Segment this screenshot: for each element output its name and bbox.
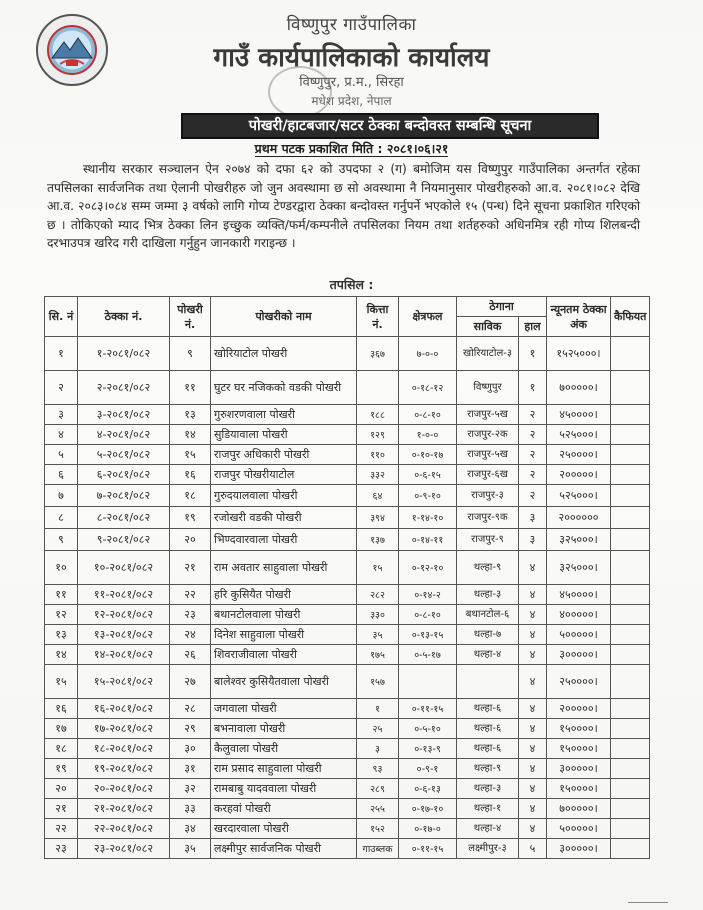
col-header-ward: हाल — [519, 317, 547, 337]
row-pond-no: २३ — [170, 605, 211, 625]
row-remarks — [611, 645, 650, 665]
row-ward: ३ — [519, 507, 547, 529]
row-pond-name: कैलुवाला पोखरी — [211, 739, 357, 759]
row-pond-no: २४ — [170, 625, 211, 645]
row-sn: २३ — [45, 839, 78, 859]
table-body — [45, 337, 650, 859]
row-pond-no: ३३ — [170, 799, 211, 819]
row-minimum-amount: ३०००००। — [547, 839, 611, 859]
row-remarks — [611, 465, 650, 485]
row-pond-no: १९ — [170, 507, 211, 529]
row-kitta-no: १७५ — [357, 645, 399, 665]
row-minimum-amount: २०००००० — [547, 507, 611, 529]
row-minimum-amount: ३०००००। — [547, 645, 611, 665]
row-remarks — [611, 799, 650, 819]
row-ward: ४ — [519, 799, 547, 819]
row-sn: १८ — [45, 739, 78, 759]
row-remarks — [611, 529, 650, 551]
row-minimum-amount: ५०००००। — [547, 819, 611, 839]
row-minimum-amount: ७०००००। — [547, 371, 611, 405]
row-contract-no: २१-२०८१/०८२ — [78, 799, 170, 819]
row-contract-no: ७-२०८१/०८२ — [78, 485, 170, 507]
row-area: ०-१०-१७ — [399, 445, 457, 465]
row-ward: ४ — [519, 605, 547, 625]
row-ward: २ — [519, 445, 547, 465]
row-remarks — [611, 839, 650, 859]
row-pond-no: २९ — [170, 719, 211, 739]
table-row — [45, 839, 650, 859]
row-pond-name: खोरियाटोल पोखरी — [211, 337, 357, 371]
row-area: ०-५-१७ — [399, 645, 457, 665]
table-row — [45, 529, 650, 551]
row-area: १-०-० — [399, 425, 457, 445]
table-caption: तपसिल : — [329, 277, 374, 292]
row-former-address: थल्हा-९ — [457, 759, 519, 779]
row-kitta-no: १२९ — [357, 425, 399, 445]
row-former-address: थल्हा-३ — [457, 779, 519, 799]
publication-date: प्रथम पटक प्रकाशित मिति : २०८१।०६।२१ — [254, 141, 449, 156]
row-remarks — [611, 605, 650, 625]
row-minimum-amount: ५०००००। — [547, 625, 611, 645]
row-sn: ९ — [45, 529, 78, 551]
row-minimum-amount: ३२५०००। — [547, 529, 611, 551]
row-pond-no: २१ — [170, 551, 211, 585]
row-sn: ८ — [45, 507, 78, 529]
office-address: विष्णुपुर, प्र.म., सिरहा — [299, 75, 404, 90]
row-pond-no: १४ — [170, 425, 211, 445]
table-row — [45, 605, 650, 625]
row-pond-name: रजोखरी वडकी पोखरी — [211, 507, 357, 529]
row-ward: १ — [519, 337, 547, 371]
row-ward: ४ — [519, 719, 547, 739]
row-ward: १ — [519, 371, 547, 405]
row-remarks — [611, 507, 650, 529]
row-sn: १ — [45, 337, 78, 371]
row-kitta-no: १ — [357, 699, 399, 719]
row-ward: ४ — [519, 665, 547, 699]
row-kitta-no: ११० — [357, 445, 399, 465]
row-pond-name: दिनेश साहुवाला पोखरी — [211, 625, 357, 645]
row-area: ०-१२-१० — [399, 551, 457, 585]
row-ward: ४ — [519, 625, 547, 645]
col-header-location: ठेगाना — [457, 297, 547, 317]
row-kitta-no: २५५ — [357, 799, 399, 819]
row-sn: ७ — [45, 485, 78, 507]
row-pond-name: राम अवतार साहुवाला पोखरी — [211, 551, 357, 585]
row-ward: २ — [519, 425, 547, 445]
row-pond-no: ३५ — [170, 839, 211, 859]
row-contract-no: १७-२०८१/०८२ — [78, 719, 170, 739]
row-ward: ४ — [519, 699, 547, 719]
row-pond-no: ३० — [170, 739, 211, 759]
notice-paragraph: स्थानीय सरकार सञ्चालन ऐन २०७४ को दफा ६२ को उपदफा २ (ग) बमोजिम यस विष्णुपुर गाउँपालिका अन्तर्गत रहेका तपसिलका सार्वजनिक तथा ऐलानी पोखरीहरु जो जुन अवस्थामा छ सो अवस्थामा नै नियमानुसार पोखरीहरुको आ.व. २०८१।०८२ देखि आ.व. २०८३।०८४ सम्म जम्मा ३ वर्षको लागि गोप्य टेण्डरद्वारा ठेक्का बन्दोवस्त गर्नुपर्ने भएकोले १५ (पन्ध) दिने सूचना प्रकाशित गरिएको छ । तोकिएको म्याद भित्र ठेक्का लिन इच्छुक व्यक्ति/फर्म/कम्पनीले तपसिलका नियम तथा शर्तहरुको अधिनमित्र रही गोप्य शिलबन्दी दरभाउपत्र खरिद गरी दाखिला गर्नुहुन जानकारी गराइन्छ । — [47, 162, 640, 251]
row-ward: ४ — [519, 759, 547, 779]
table-row — [45, 759, 650, 779]
row-pond-name: बथानटोलवाला पोखरी — [211, 605, 357, 625]
row-remarks — [611, 585, 650, 605]
row-remarks — [611, 625, 650, 645]
row-sn: ५ — [45, 445, 78, 465]
row-former-address: राजपुर-५ख — [457, 405, 519, 425]
row-pond-name: राम प्रसाद साहुवाला पोखरी — [211, 759, 357, 779]
row-former-address: राजपुर-९ — [457, 529, 519, 551]
row-remarks — [611, 699, 650, 719]
tender-table — [44, 296, 650, 859]
row-former-address: राजपुर-९क — [457, 507, 519, 529]
row-ward: ३ — [519, 529, 547, 551]
col-header-minimum: न्यूनतम ठेक्का अंक — [547, 297, 611, 337]
row-ward: २ — [519, 485, 547, 507]
row-area: ०-१७-१० — [399, 799, 457, 819]
row-contract-no: २-२०८१/०८२ — [78, 371, 170, 405]
row-area: ०-१७-० — [399, 819, 457, 839]
row-minimum-amount: २५००००। — [547, 445, 611, 465]
col-header-pond-no: पोखरी नं. — [170, 297, 211, 337]
row-ward: ५ — [519, 839, 547, 859]
row-sn: १२ — [45, 605, 78, 625]
row-sn: २१ — [45, 799, 78, 819]
col-header-contract: ठेक्का नं. — [78, 297, 170, 337]
row-former-address: थल्हा-४ — [457, 819, 519, 839]
office-title: गाउँ कार्यपालिकाको कार्यालय — [213, 43, 490, 73]
row-remarks — [611, 425, 650, 445]
row-remarks — [611, 371, 650, 405]
table-row — [45, 699, 650, 719]
row-pond-no: ११ — [170, 371, 211, 405]
row-ward: ४ — [519, 819, 547, 839]
row-sn: ४ — [45, 425, 78, 445]
row-pond-no: १८ — [170, 485, 211, 507]
row-area: ०-९-१ — [399, 759, 457, 779]
row-former-address: राजपुर-५ख — [457, 445, 519, 465]
row-minimum-amount: ४०००००। — [547, 605, 611, 625]
row-area: ०-६-१३ — [399, 779, 457, 799]
row-minimum-amount: २०००००। — [547, 465, 611, 485]
col-header-sn: सि. नं — [45, 297, 78, 337]
row-former-address: राजपुर-३ — [457, 485, 519, 507]
row-sn: १५ — [45, 665, 78, 699]
row-sn: २० — [45, 779, 78, 799]
row-kitta-no: ३६७ — [357, 337, 399, 371]
table-row — [45, 337, 650, 371]
row-former-address: बथानटोल-६ — [457, 605, 519, 625]
row-sn: १९ — [45, 759, 78, 779]
row-area: ०-१३-१५ — [399, 625, 457, 645]
municipality-name: विष्णुपुर गाउँपालिका — [286, 15, 417, 35]
row-area: ०-१३-९ — [399, 739, 457, 759]
row-pond-no: २२ — [170, 585, 211, 605]
row-sn: ११ — [45, 585, 78, 605]
row-kitta-no: २८९ — [357, 779, 399, 799]
row-pond-name: रामबाबु यादववाला पोखरी — [211, 779, 357, 799]
table-row — [45, 665, 650, 699]
row-area: ०-१४-२ — [399, 585, 457, 605]
row-pond-name: राजपुर अधिकारी पोखरी — [211, 445, 357, 465]
row-former-address: थल्हा-१ — [457, 799, 519, 819]
row-ward: ४ — [519, 585, 547, 605]
row-pond-no: २६ — [170, 645, 211, 665]
row-contract-no: १३-२०८१/०८२ — [78, 625, 170, 645]
table-row — [45, 465, 650, 485]
table-row — [45, 405, 650, 425]
row-minimum-amount: २५००००। — [547, 665, 611, 699]
row-contract-no: १८-२०८१/०८२ — [78, 739, 170, 759]
row-contract-no: १२-२०८१/०८२ — [78, 605, 170, 625]
table-row — [45, 799, 650, 819]
row-area: ०-८-१० — [399, 405, 457, 425]
row-contract-no: १६-२०८१/०८२ — [78, 699, 170, 719]
row-remarks — [611, 445, 650, 465]
row-sn: १७ — [45, 719, 78, 739]
row-minimum-amount: ५२५०००। — [547, 485, 611, 507]
row-sn: २२ — [45, 819, 78, 839]
row-ward: २ — [519, 405, 547, 425]
row-contract-no: ४-२०८१/०८२ — [78, 425, 170, 445]
row-former-address: राजपुर-६ख — [457, 465, 519, 485]
row-sn: ६ — [45, 465, 78, 485]
row-area: १-१४-१० — [399, 507, 457, 529]
row-pond-name: खरदारवाला पोखरी — [211, 819, 357, 839]
row-area — [399, 665, 457, 699]
row-kitta-no — [357, 371, 399, 405]
row-pond-name: शिवराजीवाला पोखरी — [211, 645, 357, 665]
row-former-address: लक्ष्मीपुर-३ — [457, 839, 519, 859]
row-minimum-amount: २०००००। — [547, 699, 611, 719]
row-former-address: खोरियाटोल-३ — [457, 337, 519, 371]
row-contract-no: १४-२०८१/०८२ — [78, 645, 170, 665]
row-minimum-amount: ३०००००। — [547, 759, 611, 779]
row-former-address: थल्हा-६ — [457, 719, 519, 739]
row-ward: ४ — [519, 779, 547, 799]
row-remarks — [611, 819, 650, 839]
row-former-address: थल्हा-३ — [457, 585, 519, 605]
notice-title-banner: पोखरी/हाटबजार/सटर ठेक्का बन्दोवस्त सम्बन्धि सूचना — [181, 113, 599, 139]
row-pond-no: ९ — [170, 337, 211, 371]
row-remarks — [611, 485, 650, 507]
table-row — [45, 779, 650, 799]
row-contract-no: २०-२०८१/०८२ — [78, 779, 170, 799]
row-sn: १६ — [45, 699, 78, 719]
row-minimum-amount: ४५००००। — [547, 585, 611, 605]
row-kitta-no: १५७ — [357, 665, 399, 699]
row-kitta-no: २८२ — [357, 585, 399, 605]
table-row — [45, 719, 650, 739]
table-row — [45, 371, 650, 405]
row-remarks — [611, 405, 650, 425]
row-former-address: थल्हा-६ — [457, 739, 519, 759]
row-remarks — [611, 759, 650, 779]
row-contract-no: १९-२०८१/०८२ — [78, 759, 170, 779]
row-contract-no: ६-२०८१/०८२ — [78, 465, 170, 485]
row-kitta-no: १३७ — [357, 529, 399, 551]
row-area: ०-११-१५ — [399, 699, 457, 719]
row-kitta-no: ३३० — [357, 605, 399, 625]
row-pond-name: बालेश्वर कुसियैतवाला पोखरी — [211, 665, 357, 699]
row-remarks — [611, 337, 650, 371]
row-pond-name: सुडियावाला पोखरी — [211, 425, 357, 445]
row-minimum-amount: १५००००। — [547, 719, 611, 739]
row-minimum-amount: ४५००००। — [547, 405, 611, 425]
row-ward: ४ — [519, 739, 547, 759]
table-row — [45, 507, 650, 529]
row-area: ०-८-१० — [399, 605, 457, 625]
col-header-area: क्षेत्रफल — [399, 297, 457, 337]
col-header-kitta: कित्ता नं. — [357, 297, 399, 337]
row-remarks — [611, 719, 650, 739]
row-minimum-amount: १५००००। — [547, 779, 611, 799]
row-contract-no: १०-२०८१/०८२ — [78, 551, 170, 585]
row-pond-name: घुटर घर नजिकको वडकी पोखरी — [211, 371, 357, 405]
row-pond-no: १३ — [170, 405, 211, 425]
row-pond-name: बभनावाला पोखरी — [211, 719, 357, 739]
row-area: ०-१८-१२ — [399, 371, 457, 405]
row-area: ०-६-१५ — [399, 465, 457, 485]
row-contract-no: १-२०८१/०८२ — [78, 337, 170, 371]
row-remarks — [611, 779, 650, 799]
row-contract-no: २२-२०८१/०८२ — [78, 819, 170, 839]
row-contract-no: ३-२०८१/०८२ — [78, 405, 170, 425]
row-area: ०-११-१५ — [399, 839, 457, 859]
row-pond-no: २० — [170, 529, 211, 551]
row-kitta-no: ३५ — [357, 625, 399, 645]
row-pond-no: ३२ — [170, 779, 211, 799]
row-pond-no: २८ — [170, 699, 211, 719]
row-former-address: राजपुर-२क — [457, 425, 519, 445]
row-area: ०-१४-११ — [399, 529, 457, 551]
row-minimum-amount: १५२५०००। — [547, 337, 611, 371]
row-pond-name: लक्ष्मीपुर सार्वजनिक पोखरी — [211, 839, 357, 859]
row-pond-no: ३१ — [170, 759, 211, 779]
row-pond-name: गुरुदयालवाला पोखरी — [211, 485, 357, 507]
row-contract-no: १५-२०८१/०८२ — [78, 665, 170, 699]
row-former-address: थल्हा-९ — [457, 551, 519, 585]
row-kitta-no: ३३२ — [357, 465, 399, 485]
row-minimum-amount: १५००००। — [547, 739, 611, 759]
table-row — [45, 625, 650, 645]
table-row — [45, 485, 650, 507]
row-pond-name: भिण्दवारवाला पोखरी — [211, 529, 357, 551]
table-row — [45, 551, 650, 585]
row-sn: १३ — [45, 625, 78, 645]
row-contract-no: ८-२०८१/०८२ — [78, 507, 170, 529]
row-former-address — [457, 665, 519, 699]
table-row — [45, 819, 650, 839]
table-row — [45, 585, 650, 605]
row-sn: १४ — [45, 645, 78, 665]
row-minimum-amount: ५२५०००। — [547, 425, 611, 445]
province-name: मधेश प्रदेश, नेपाल — [311, 94, 392, 108]
row-kitta-no: ३९४ — [357, 507, 399, 529]
row-former-address: थल्हा-७ — [457, 625, 519, 645]
row-kitta-no: १५ — [357, 551, 399, 585]
col-header-name: पोखरीको नाम — [211, 297, 357, 337]
col-header-remarks: कैफियत — [611, 297, 650, 337]
row-contract-no: ५-२०८१/०८२ — [78, 445, 170, 465]
row-remarks — [611, 739, 650, 759]
row-former-address: थल्हा-४ — [457, 645, 519, 665]
row-kitta-no: ६४ — [357, 485, 399, 507]
row-kitta-no: २५ — [357, 719, 399, 739]
row-area: ०-९-१० — [399, 485, 457, 507]
row-remarks — [611, 665, 650, 699]
table-row — [45, 445, 650, 465]
row-pond-no: १६ — [170, 465, 211, 485]
row-pond-name: जगवाला पोखरी — [211, 699, 357, 719]
row-pond-no: १५ — [170, 445, 211, 465]
row-pond-name: गुरुशरणवाला पोखरी — [211, 405, 357, 425]
row-kitta-no: १५२ — [357, 819, 399, 839]
row-kitta-no: ३ — [357, 739, 399, 759]
table-row — [45, 645, 650, 665]
row-kitta-no: १८८ — [357, 405, 399, 425]
row-pond-name: राजपुर पोखरीयाटोल — [211, 465, 357, 485]
row-kitta-no: गाउब्लक — [357, 839, 399, 859]
row-remarks — [611, 551, 650, 585]
row-contract-no: २३-२०८१/०८२ — [78, 839, 170, 859]
row-minimum-amount: ३२५०००। — [547, 551, 611, 585]
table-row — [45, 425, 650, 445]
row-area: ०-५-१० — [399, 719, 457, 739]
row-sn: २ — [45, 371, 78, 405]
table-row — [45, 739, 650, 759]
row-former-address: थल्हा-६ — [457, 699, 519, 719]
row-pond-name: करहवां पोखरी — [211, 799, 357, 819]
row-contract-no: ९-२०८१/०८२ — [78, 529, 170, 551]
col-header-former: साविक — [457, 317, 519, 337]
row-kitta-no: ९३ — [357, 759, 399, 779]
row-minimum-amount: ७०००००। — [547, 799, 611, 819]
row-area: ७-०-० — [399, 337, 457, 371]
row-ward: ४ — [519, 551, 547, 585]
row-pond-no: ३४ — [170, 819, 211, 839]
row-ward: २ — [519, 465, 547, 485]
row-contract-no: ११-२०८१/०८२ — [78, 585, 170, 605]
row-pond-name: हरि कुसियैत पोखरी — [211, 585, 357, 605]
row-former-address: विष्णुपुर — [457, 371, 519, 405]
row-pond-no: २७ — [170, 665, 211, 699]
row-ward: ४ — [519, 645, 547, 665]
row-sn: १० — [45, 551, 78, 585]
row-sn: ३ — [45, 405, 78, 425]
signature-mark — [628, 888, 668, 903]
